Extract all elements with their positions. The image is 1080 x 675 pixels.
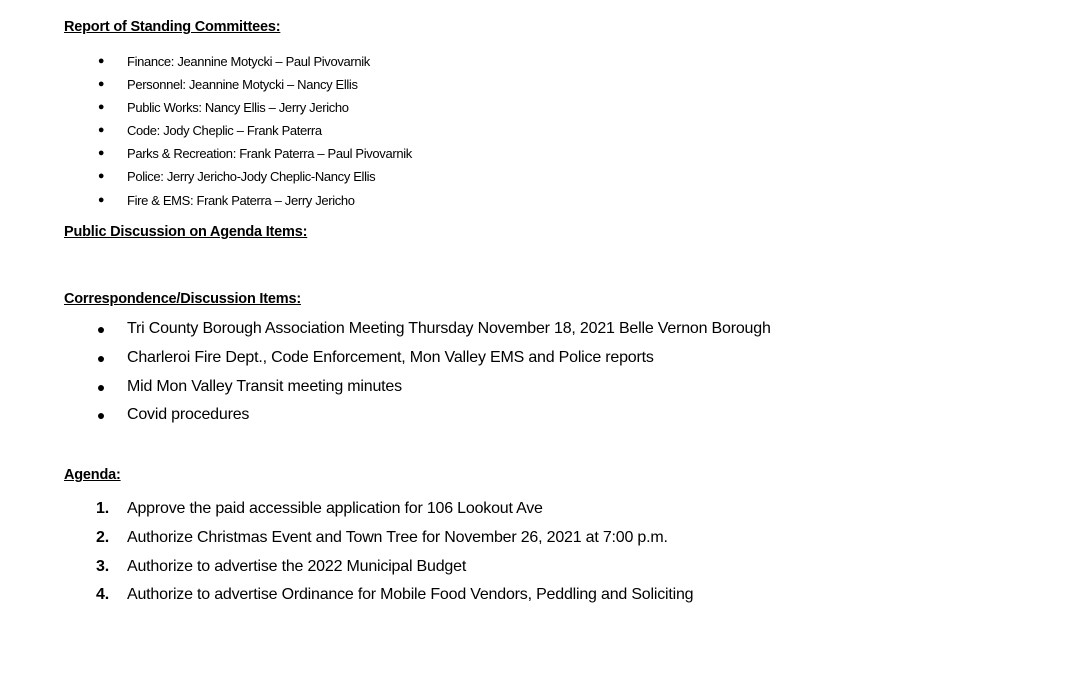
bullet-icon: ● [96, 378, 106, 395]
bullet-icon: ● [97, 193, 105, 206]
bullet-icon: ● [96, 321, 106, 337]
bullet-icon: ● [97, 55, 105, 67]
standing-committees-heading: Report of Standing Committees: [64, 19, 281, 35]
cropped-heading-fragment [64, 671, 244, 675]
item-number: 2. [96, 528, 109, 546]
document-page: Report of Standing Committees: ● Finance: Jeannine Motycki – Paul Pivovarnik ● Personnel: Jeannine Motycki – Nancy Ellis ● Public Works: Nancy Ellis – Jerry Jericho ● Code: Jody Cheplic – Frank Paterra ● Parks & Recreation: Frank Paterra – Paul Pivovarnik ● Police: Jerry Jericho-Jody Cheplic-Nancy Ellis ● Fire & EMS: Frank Paterra – Jerry Jericho Public Discussion on Agenda Items: Correspondence/Discussion Items: ● Tri County Borough Association Meeting Thursday November 18, 2021 Belle Vernon Borough ● Charleroi Fire Dept., Code Enforcement, Mon Valley EMS and Police reports ● Mid Mon Valley Transit meeting minutes ● Covid procedures Agenda: 1. Approve the paid accessible application for 106 Lookout Ave 2. Authorize Christmas Event and Town Tree for November 26, 2021 at 7:00 p.m. 3. Authorize to advertise the 2022 Municipal Budget 4. Authorize to advertise Ordinance for Mobile Food Vendors, Peddling and Soliciting [0, 0, 1080, 675]
item-number: 3. [96, 557, 109, 575]
bullet-icon: ● [97, 101, 105, 114]
agenda-heading: Agenda: [64, 467, 121, 483]
correspondence-heading: Correspondence/Discussion Items: [64, 291, 301, 307]
bullet-icon: ● [96, 407, 106, 424]
bullet-icon: ● [97, 124, 105, 137]
bullet-icon: ● [97, 147, 105, 160]
item-number: 1. [96, 500, 109, 517]
public-discussion-heading: Public Discussion on Agenda Items: [64, 224, 308, 240]
item-number: 4. [96, 586, 109, 604]
bullet-icon: ● [97, 170, 105, 183]
bullet-icon: ● [97, 78, 105, 91]
bullet-icon: ● [96, 349, 106, 366]
